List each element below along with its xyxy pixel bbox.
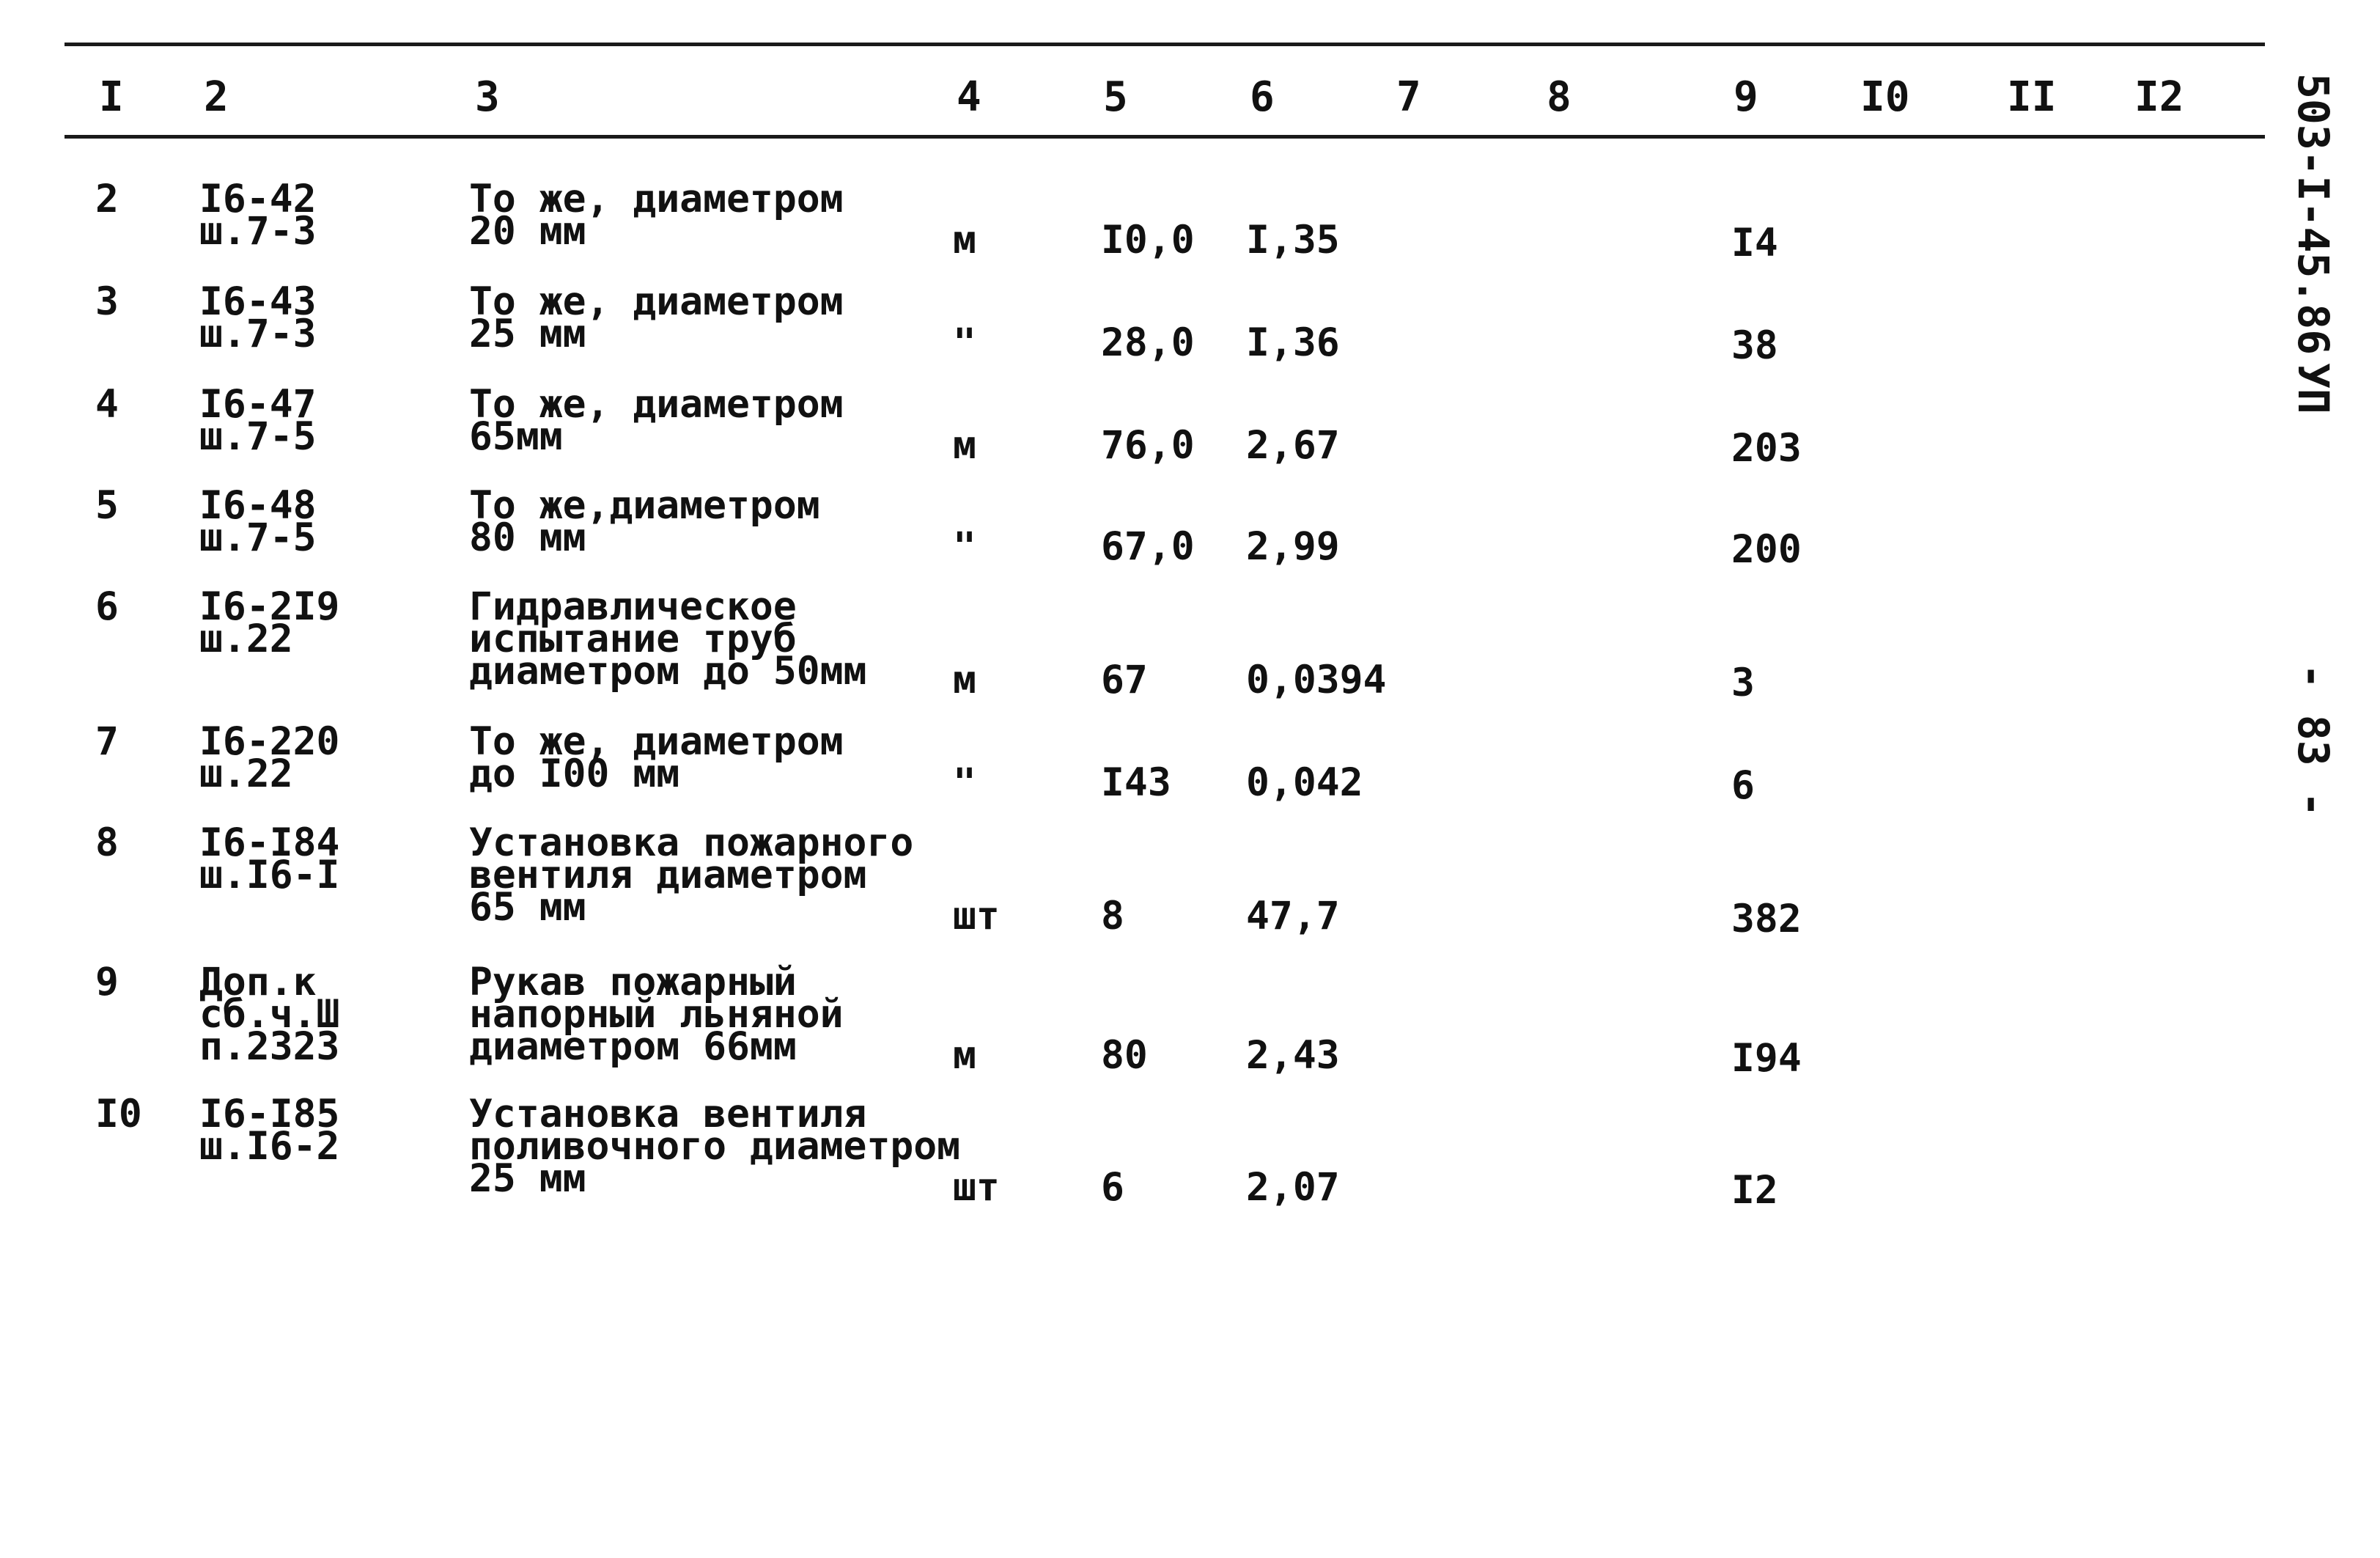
unit-price: I,35 xyxy=(1246,218,1340,262)
norm-code: ш.7-5 xyxy=(199,414,317,459)
norm-code: I6-48 xyxy=(199,483,317,528)
unit-price: 0,0394 xyxy=(1246,658,1387,702)
unit: " xyxy=(953,760,976,805)
work-description: 25 мм xyxy=(469,312,586,356)
work-description: 80 мм xyxy=(469,515,586,560)
row-number: 5 xyxy=(95,483,119,528)
unit-price: 0,042 xyxy=(1246,760,1363,805)
norm-code: Доп.к xyxy=(199,960,317,1004)
work-description: Гидравлическое xyxy=(469,584,797,629)
work-description: напорный льняной xyxy=(469,992,844,1037)
col-header-10: I0 xyxy=(1860,73,1910,121)
unit: м xyxy=(953,218,976,262)
norm-code: ш.7-5 xyxy=(199,515,317,560)
unit-price: I,36 xyxy=(1246,320,1340,365)
unit: м xyxy=(953,423,976,468)
unit-price: 47,7 xyxy=(1246,894,1340,938)
work-description: вентиля диаметром xyxy=(469,853,867,897)
work-description: То же, диаметром xyxy=(469,279,844,324)
unit-price: 2,07 xyxy=(1246,1165,1340,1210)
total-cost: I2 xyxy=(1731,1168,1778,1213)
row-number: 6 xyxy=(95,584,119,629)
total-cost: 6 xyxy=(1731,763,1755,808)
total-cost: I94 xyxy=(1731,1036,1802,1081)
work-description: 65 мм xyxy=(469,885,586,930)
norm-code: сб.ч.Ш xyxy=(199,992,340,1037)
work-description: 20 мм xyxy=(469,209,586,254)
work-description: 25 мм xyxy=(469,1156,586,1201)
norm-code: I6-I84 xyxy=(199,820,340,865)
unit: м xyxy=(953,1033,976,1078)
row-number: 3 xyxy=(95,279,119,324)
unit: " xyxy=(953,524,976,569)
unit: шт xyxy=(953,1165,1000,1210)
norm-code: I6-42 xyxy=(199,177,317,221)
norm-code: ш.7-3 xyxy=(199,209,317,254)
work-description: То же, диаметром xyxy=(469,382,844,427)
work-description: Установка вентиля xyxy=(469,1092,867,1136)
unit-price: 2,43 xyxy=(1246,1033,1340,1078)
work-description: диаметром 66мм xyxy=(469,1024,797,1069)
row-number: 7 xyxy=(95,719,119,764)
table-header-rule xyxy=(65,135,2265,139)
table-top-rule xyxy=(65,43,2265,46)
quantity: 6 xyxy=(1101,1165,1124,1210)
row-number: 8 xyxy=(95,820,119,865)
work-description: диаметром до 50мм xyxy=(469,649,867,694)
quantity: 67,0 xyxy=(1101,524,1195,569)
work-description: испытание труб xyxy=(469,617,797,661)
total-cost: 38 xyxy=(1731,323,1778,368)
col-header-2: 2 xyxy=(204,73,229,121)
row-number: 4 xyxy=(95,382,119,427)
col-header-6: 6 xyxy=(1250,73,1275,121)
norm-code: ш.I6-2 xyxy=(199,1124,340,1169)
norm-code: ш.7-3 xyxy=(199,312,317,356)
quantity: I0,0 xyxy=(1101,218,1195,262)
unit: шт xyxy=(953,894,1000,938)
col-header-11: II xyxy=(2007,73,2057,121)
norm-code: I6-2I9 xyxy=(199,584,340,629)
norm-code: I6-47 xyxy=(199,382,317,427)
quantity: 80 xyxy=(1101,1033,1148,1078)
unit-price: 2,67 xyxy=(1246,423,1340,468)
work-description: То же, диаметром xyxy=(469,177,844,221)
work-description: поливочного диаметром xyxy=(469,1124,961,1169)
total-cost: 203 xyxy=(1731,426,1802,471)
total-cost: 3 xyxy=(1731,661,1755,705)
quantity: I43 xyxy=(1101,760,1171,805)
total-cost: 382 xyxy=(1731,897,1802,941)
norm-code: I6-220 xyxy=(199,719,340,764)
norm-code: ш.I6-I xyxy=(199,853,340,897)
quantity: 76,0 xyxy=(1101,423,1195,468)
total-cost: 200 xyxy=(1731,527,1802,572)
unit-price: 2,99 xyxy=(1246,524,1340,569)
col-header-8: 8 xyxy=(1547,73,1572,121)
col-header-5: 5 xyxy=(1103,73,1128,121)
row-number: 2 xyxy=(95,177,119,221)
work-description: до I00 мм xyxy=(469,752,680,796)
row-number: I0 xyxy=(95,1092,142,1136)
unit: м xyxy=(953,658,976,702)
col-header-3: 3 xyxy=(475,73,500,121)
norm-code: I6-43 xyxy=(199,279,317,324)
page-number: - 83 - xyxy=(2288,664,2338,817)
norm-code: ш.22 xyxy=(199,752,293,796)
work-description: Установка пожарного xyxy=(469,820,914,865)
quantity: 28,0 xyxy=(1101,320,1195,365)
doc-code: 503-I-45.86 xyxy=(2288,73,2338,356)
col-header-7: 7 xyxy=(1396,73,1421,121)
col-header-9: 9 xyxy=(1734,73,1758,121)
quantity: 8 xyxy=(1101,894,1124,938)
unit: " xyxy=(953,320,976,365)
norm-code: п.2323 xyxy=(199,1024,340,1069)
work-description: То же,диаметром xyxy=(469,483,820,528)
work-description: Рукав пожарный xyxy=(469,960,797,1004)
work-description: То же, диаметром xyxy=(469,719,844,764)
norm-code: ш.22 xyxy=(199,617,293,661)
total-cost: I4 xyxy=(1731,221,1778,265)
norm-code: I6-I85 xyxy=(199,1092,340,1136)
album-number: УП xyxy=(2288,363,2338,414)
col-header-4: 4 xyxy=(957,73,981,121)
row-number: 9 xyxy=(95,960,119,1004)
work-description: 65мм xyxy=(469,414,563,459)
col-header-12: I2 xyxy=(2134,73,2184,121)
col-header-1: I xyxy=(99,73,124,121)
quantity: 67 xyxy=(1101,658,1148,702)
